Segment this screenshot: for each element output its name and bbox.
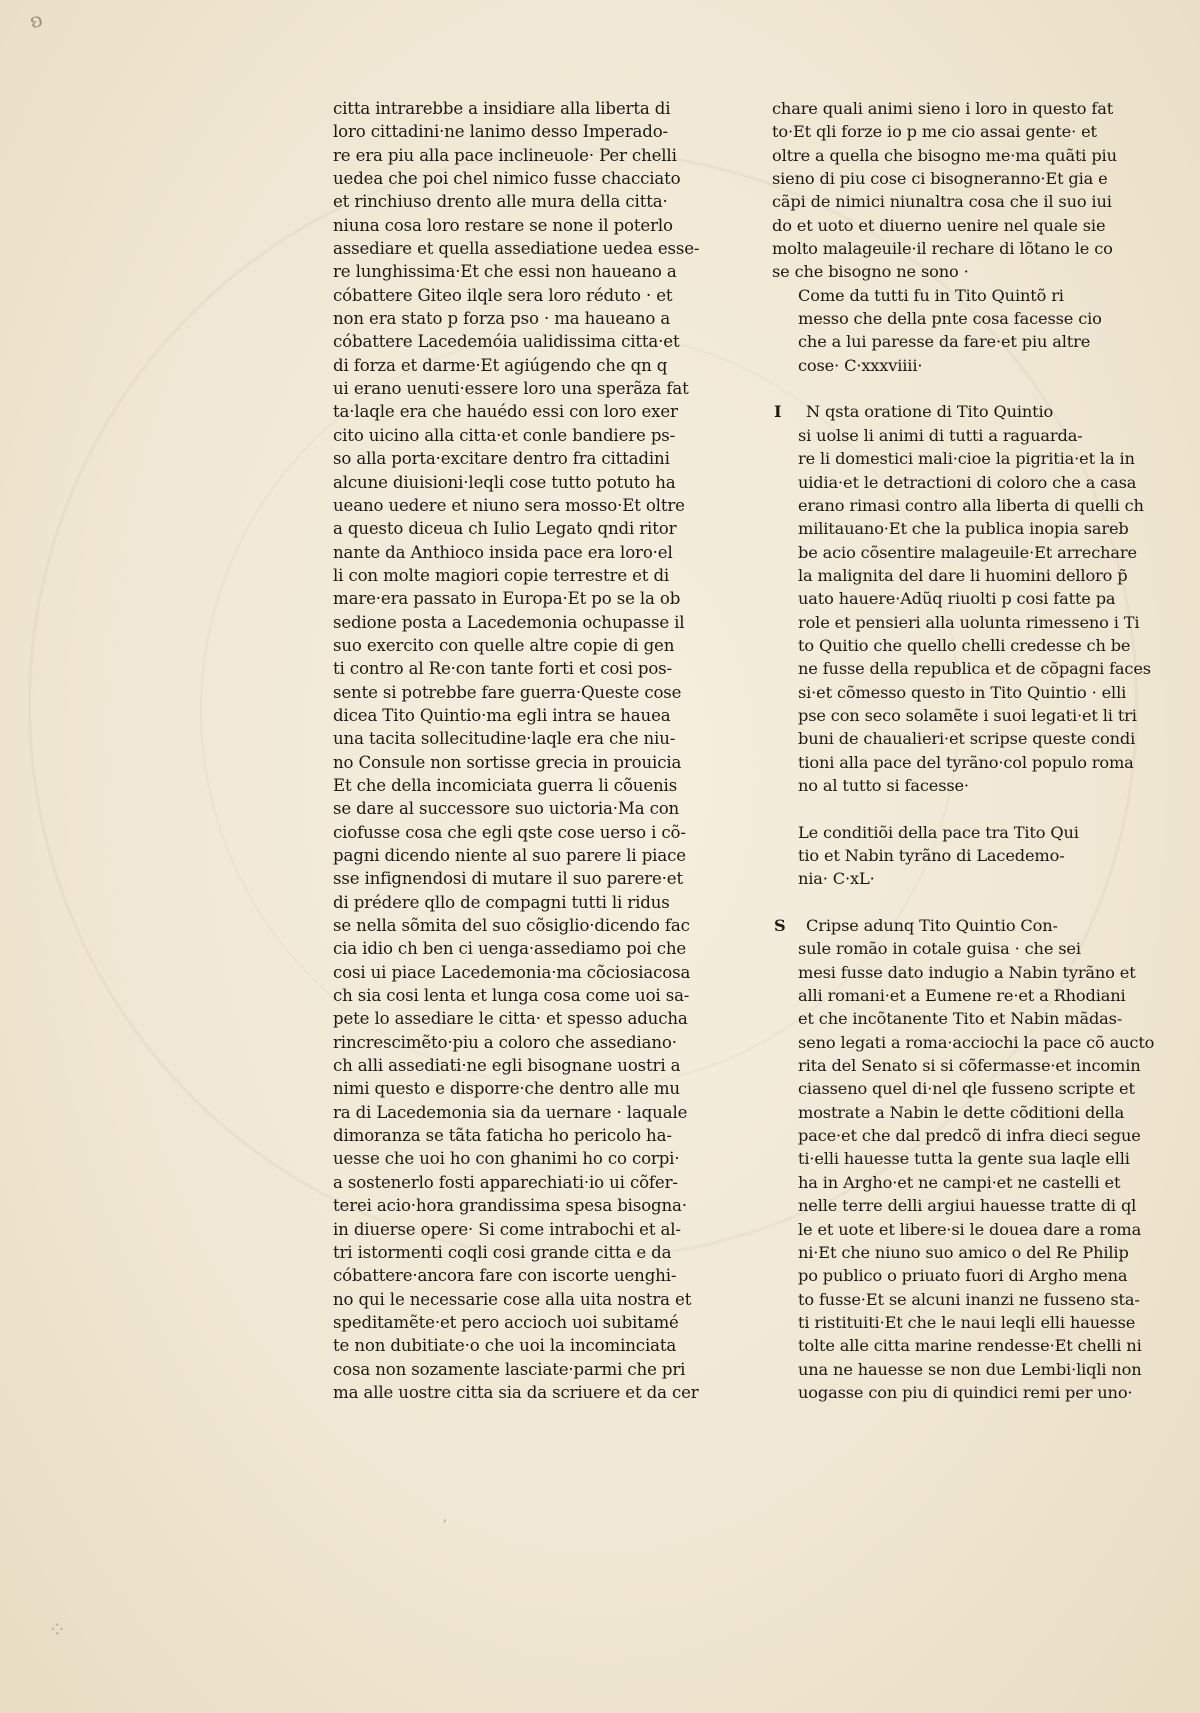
- text-line: cito uicino alla citta·et conle bandiere ps-: [333, 425, 676, 445]
- paragraph-first-line: [772, 914, 1117, 937]
- paragraph-first-line: [772, 400, 1117, 423]
- spacer: [772, 797, 1117, 820]
- text-line: cosi ui piace Lacedemonia·ma cõciosiacosa: [333, 962, 691, 982]
- text-line: no al tutto si facesse·: [798, 775, 969, 795]
- text-line: rita del Senato si si cõfermasse·et incomin: [798, 1056, 1141, 1076]
- paragraph-opening-text: Cripse adunq Tito Quintio Con-: [806, 916, 1058, 936]
- text-line: no Consule non sortisse grecia in prouicia: [333, 752, 682, 772]
- text-line: chare quali animi sieno i loro in questo fat: [772, 99, 1114, 118]
- text-line: di prédere qllo de compagni tutti li ridus: [333, 892, 670, 912]
- text-line: uedea che poi chel nimico fusse chacciato: [333, 169, 681, 189]
- text-line: pse con seco solamẽte i suoi legati·et li tri: [798, 705, 1137, 725]
- initial-guide-letter: S: [774, 916, 786, 936]
- paragraph: [772, 937, 1155, 1404]
- text-line: rincrescimẽto·piu a coloro che assediano·: [333, 1032, 677, 1052]
- ink-mark: ʼ: [442, 1518, 447, 1534]
- heading-line: messo che della pnte cosa facesse cio: [798, 309, 1102, 329]
- text-line: uato hauere·Adũq riuolti p cosi fatte pa: [798, 589, 1116, 609]
- text-line: loro cittadini·ne lanimo desso Imperado-: [333, 122, 669, 142]
- ink-mark: ⁘: [48, 1618, 67, 1643]
- initial-guide-letter: I: [774, 402, 782, 422]
- text-line: sente si potrebbe fare guerra·Queste cose: [333, 682, 682, 702]
- text-line: be acio cõsentire malageuile·Et arrechare: [798, 542, 1137, 562]
- text-line: erano rimasi contro alla liberta di quelli ch: [798, 495, 1144, 515]
- right-column: [772, 97, 1155, 1404]
- text-line: oltre a quella che bisogno me·ma quãti piu: [772, 145, 1117, 165]
- text-line: re lunghissima·Et che essi non haueano a: [333, 262, 677, 282]
- text-line: in diuerse opere· Si come intrabochi et al-: [333, 1219, 681, 1239]
- text-line: si uolse li animi di tutti a raguarda-: [798, 425, 1083, 445]
- chapter-heading: [772, 821, 1117, 891]
- text-line: po publico o priuato fuori di Argho mena: [798, 1266, 1128, 1286]
- ink-mark: ʚ: [27, 6, 46, 34]
- text-line: pagni dicendo niente al suo parere li piace: [333, 846, 686, 865]
- text-line: cia idio ch ben ci uenga·assediamo poi che: [333, 939, 687, 959]
- text-line: uogasse con piu di quindici remi per uno·: [798, 1382, 1133, 1402]
- heading-line: che a lui paresse da fare·et piu altre: [798, 332, 1091, 352]
- text-line: niuna cosa loro restare se none il poterlo: [333, 215, 673, 235]
- text-line: se nella sõmita del suo cõsiglio·dicendo fac: [333, 916, 690, 936]
- text-line: nelle terre delli argiui hauesse tratte di ql: [798, 1196, 1137, 1216]
- text-line: molto malageuile·il rechare di lõtano le co: [772, 239, 1113, 259]
- text-line: to fusse·Et se alcuni inanzi ne fusseno sta-: [798, 1289, 1140, 1309]
- heading-line: cose· C·xxxviiii·: [798, 355, 923, 375]
- text-line: cãpi de nimici niunaltra cosa che il suo iui: [772, 192, 1112, 212]
- text-line: ra di Lacedemonia sia da uernare · laquale: [333, 1102, 688, 1122]
- text-line: a questo diceua ch Iulio Legato qndi ritor: [333, 519, 677, 539]
- text-line: to Quitio che quello chelli credesse ch be: [798, 635, 1131, 655]
- text-line: do et uoto et diuerno uenire nel quale sie: [772, 215, 1106, 235]
- text-line: ch alli assediati·ne egli bisognane uostri a: [333, 1056, 681, 1076]
- text-line: ma alle uostre citta sia da scriuere et da cer: [333, 1382, 699, 1402]
- text-line: ti ristituiti·Et che le naui leqli elli hauesse: [798, 1312, 1136, 1332]
- text-line: buni de chaualieri·et scripse queste condi: [798, 729, 1136, 749]
- paragraph-continued: [772, 97, 1117, 284]
- chapter-heading: [772, 284, 1117, 377]
- text-line: non era stato p forza pso · ma haueano a: [333, 309, 671, 329]
- text-line: sieno di piu cose ci bisogneranno·Et gia e: [772, 169, 1108, 189]
- text-line: una tacita sollecitudine·laqle era che niu-: [333, 729, 676, 749]
- text-line: seno legati a roma·acciochi la pace cõ aucto: [798, 1032, 1155, 1052]
- spacer: [772, 891, 1117, 914]
- text-line: alcune diuisioni·leqli cose tutto potuto ha: [333, 472, 676, 492]
- text-line: nante da Anthioco insida pace era loro·el: [333, 542, 673, 562]
- heading-line: nia· C·xL·: [798, 869, 875, 889]
- text-line: se dare al successore suo uictoria·Ma con: [333, 799, 680, 819]
- text-line: tioni alla pace del tyrãno·col populo roma: [798, 752, 1134, 772]
- text-line: a sostenerlo fosti apparechiati·io ui cõfer-: [333, 1172, 678, 1192]
- text-line: sule romão in cotale guisa · che sei: [798, 939, 1081, 959]
- text-line: to·Et qli forze io p me cio assai gente· et: [772, 122, 1097, 142]
- text-line: si·et cõmesso questo in Tito Quintio · elli: [798, 682, 1127, 702]
- text-line: pace·et che dal predcõ di infra dieci segue: [798, 1126, 1141, 1146]
- text-line: cóbattere Giteo ilqle sera loro réduto · et: [333, 285, 673, 305]
- text-line: citta intrarebbe a insidiare alla liberta di: [333, 99, 671, 118]
- text-line: speditamẽte·et pero accioch uoi subitamé: [333, 1312, 679, 1332]
- text-line: ti·elli hauesse tutta la gente sua laqle elli: [798, 1149, 1130, 1169]
- text-line: se che bisogno ne sono ·: [772, 262, 969, 282]
- text-line: role et pensieri alla uolunta rimesseno i Ti: [798, 612, 1140, 632]
- text-line: terei acio·hora grandissima spesa bisogna·: [333, 1196, 687, 1216]
- text-line: alli romani·et a Eumene re·et a Rhodiani: [798, 986, 1126, 1006]
- spacer: [772, 377, 1117, 400]
- text-line: ne fusse della republica et de cõpagni faces: [798, 659, 1151, 679]
- text-line: mesi fusse dato indugio a Nabin tyrãno et: [798, 962, 1136, 982]
- text-line: uidia·et le detractioni di coloro che a casa: [798, 472, 1137, 492]
- text-line: militauano·Et che la publica inopia sareb: [798, 519, 1129, 539]
- text-line: assediare et quella assediatione uedea esse-: [333, 239, 700, 259]
- text-line: dicea Tito Quintio·ma egli intra se hauea: [333, 705, 671, 725]
- heading-line: tio et Nabin tyrãno di Lacedemo-: [798, 846, 1065, 865]
- text-line: ni·Et che niuno suo amico o del Re Philip: [798, 1242, 1129, 1262]
- text-line: tri istormenti coqli cosi grande citta e da: [333, 1242, 672, 1262]
- text-line: dimoranza se tãta faticha ho pericolo ha-: [333, 1126, 672, 1146]
- text-line: nimi questo e disporre·che dentro alle mu: [333, 1079, 680, 1099]
- left-column: [333, 97, 700, 1404]
- text-line: cóbattere Lacedemóia ualidissima citta·et: [333, 332, 680, 352]
- text-line: ueano uedere et niuno sera mosso·Et oltre: [333, 495, 685, 515]
- text-line: sedione posta a Lacedemonia ochupasse il: [333, 612, 685, 632]
- text-line: et rinchiuso drento alle mura della citta·: [333, 192, 668, 212]
- text-line: mare·era passato in Europa·Et po se la ob: [333, 589, 681, 609]
- paragraph: [772, 424, 1151, 798]
- text-line: cóbattere·ancora fare con iscorte uenghi-: [333, 1266, 677, 1286]
- text-line: pete lo assediare le citta· et spesso aducha: [333, 1009, 688, 1029]
- text-line: di forza et darme·Et agiúgendo che qn q: [333, 355, 668, 375]
- text-line: mostrate a Nabin le dette cõditioni della: [798, 1102, 1125, 1122]
- text-line: no qui le necessarie cose alla uita nostra et: [333, 1289, 692, 1309]
- text-line: re era piu alla pace inclineuole· Per chelli: [333, 145, 677, 165]
- text-line: ui erano uenuti·essere loro una sperãza fat: [333, 379, 689, 399]
- text-line: una ne hauesse se non due Lembi·liqli non: [798, 1359, 1142, 1379]
- text-line: ciofusse cosa che egli qste cose uerso i cõ-: [333, 822, 686, 842]
- text-line: la malignita del dare li huomini delloro p̃: [798, 565, 1128, 585]
- text-line: ta·laqle era che hauédo essi con loro exer: [333, 402, 678, 422]
- text-line: Et che della incomiciata guerra li cõuenis: [333, 775, 678, 795]
- text-line: ha in Argho·et ne campi·et ne castelli et: [798, 1172, 1121, 1192]
- heading-line: Come da tutti fu in Tito Quintõ ri: [798, 285, 1064, 305]
- text-line: uesse che uoi ho con ghanimi ho co corpi·: [333, 1149, 680, 1169]
- heading-line: Le conditiõi della pace tra Tito Qui: [798, 822, 1079, 842]
- paragraph-opening-text: N qsta oratione di Tito Quintio: [806, 402, 1054, 422]
- text-line: et che incõtanente Tito et Nabin mãdas-: [798, 1009, 1123, 1029]
- text-line: ti contro al Re·con tante forti et cosi pos-: [333, 659, 673, 679]
- text-line: cosa non sozamente lasciate·parmi che pri: [333, 1359, 686, 1379]
- text-line: ciasseno quel di·nel qle fusseno scripte et: [798, 1079, 1135, 1099]
- text-line: suo exercito con quelle altre copie di gen: [333, 635, 675, 655]
- text-line: sse infignendosi di mutare il suo parere·et: [333, 869, 683, 889]
- text-line: le et uote et libere·si le douea dare a roma: [798, 1219, 1142, 1239]
- text-line: ch sia cosi lenta et lunga cosa come uoi sa-: [333, 986, 690, 1006]
- text-line: so alla porta·excitare dentro fra cittadini: [333, 449, 670, 469]
- text-line: tolte alle citta marine rendesse·Et chelli ni: [798, 1336, 1142, 1356]
- text-line: li con molte magiori copie terrestre et di: [333, 565, 670, 585]
- text-line: re li domestici mali·cioe la pigritia·et la in: [798, 449, 1135, 469]
- text-line: te non dubitiate·o che uoi la incominciata: [333, 1336, 677, 1356]
